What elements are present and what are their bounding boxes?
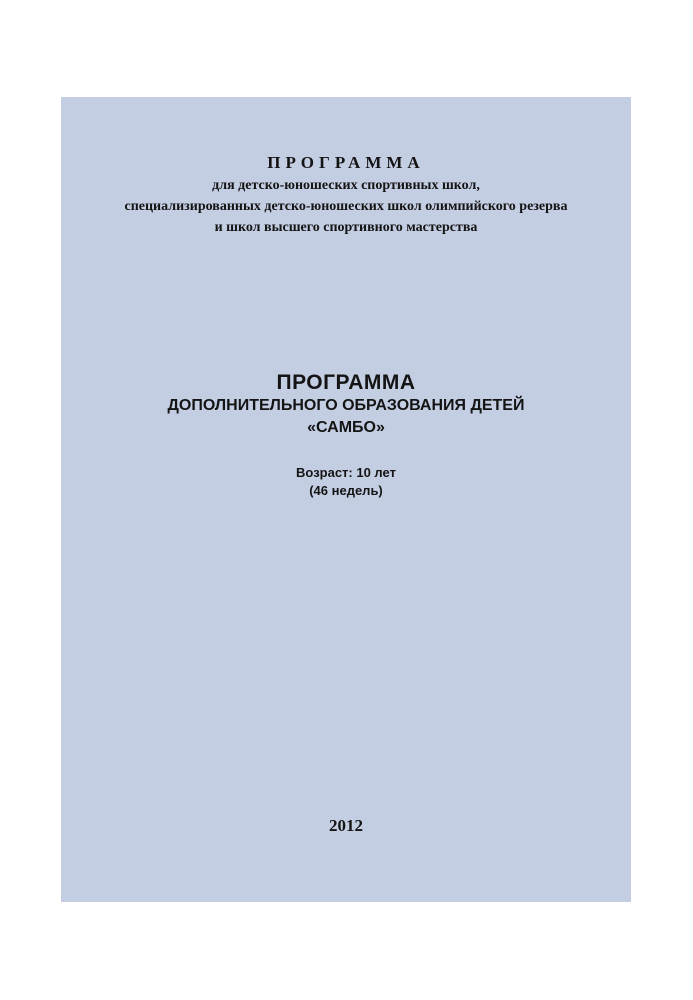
series-line-3: и школ высшего спортивного мастерства	[214, 220, 478, 235]
publication-year: 2012	[329, 816, 363, 835]
book-subtitle: ДОПОЛНИТЕЛЬНОГО ОБРАЗОВАНИЯ ДЕТЕЙ	[167, 397, 525, 414]
age-line: Возраст: 10 лет	[296, 465, 396, 480]
book-name: «САМБО»	[307, 419, 385, 436]
series-title: ПРОГРАММА	[267, 153, 425, 172]
duration-line: (46 недель)	[309, 483, 383, 498]
age-info	[61, 464, 631, 500]
series-line-2: специализированных детско-юношеских школ олимпийского резерва	[124, 199, 568, 214]
series-header	[61, 153, 631, 238]
book-title-block	[61, 371, 631, 439]
book-title: ПРОГРАММА	[276, 371, 416, 394]
book-cover	[61, 97, 631, 902]
series-line-1: для детско-юношеских спортивных школ,	[212, 178, 480, 193]
